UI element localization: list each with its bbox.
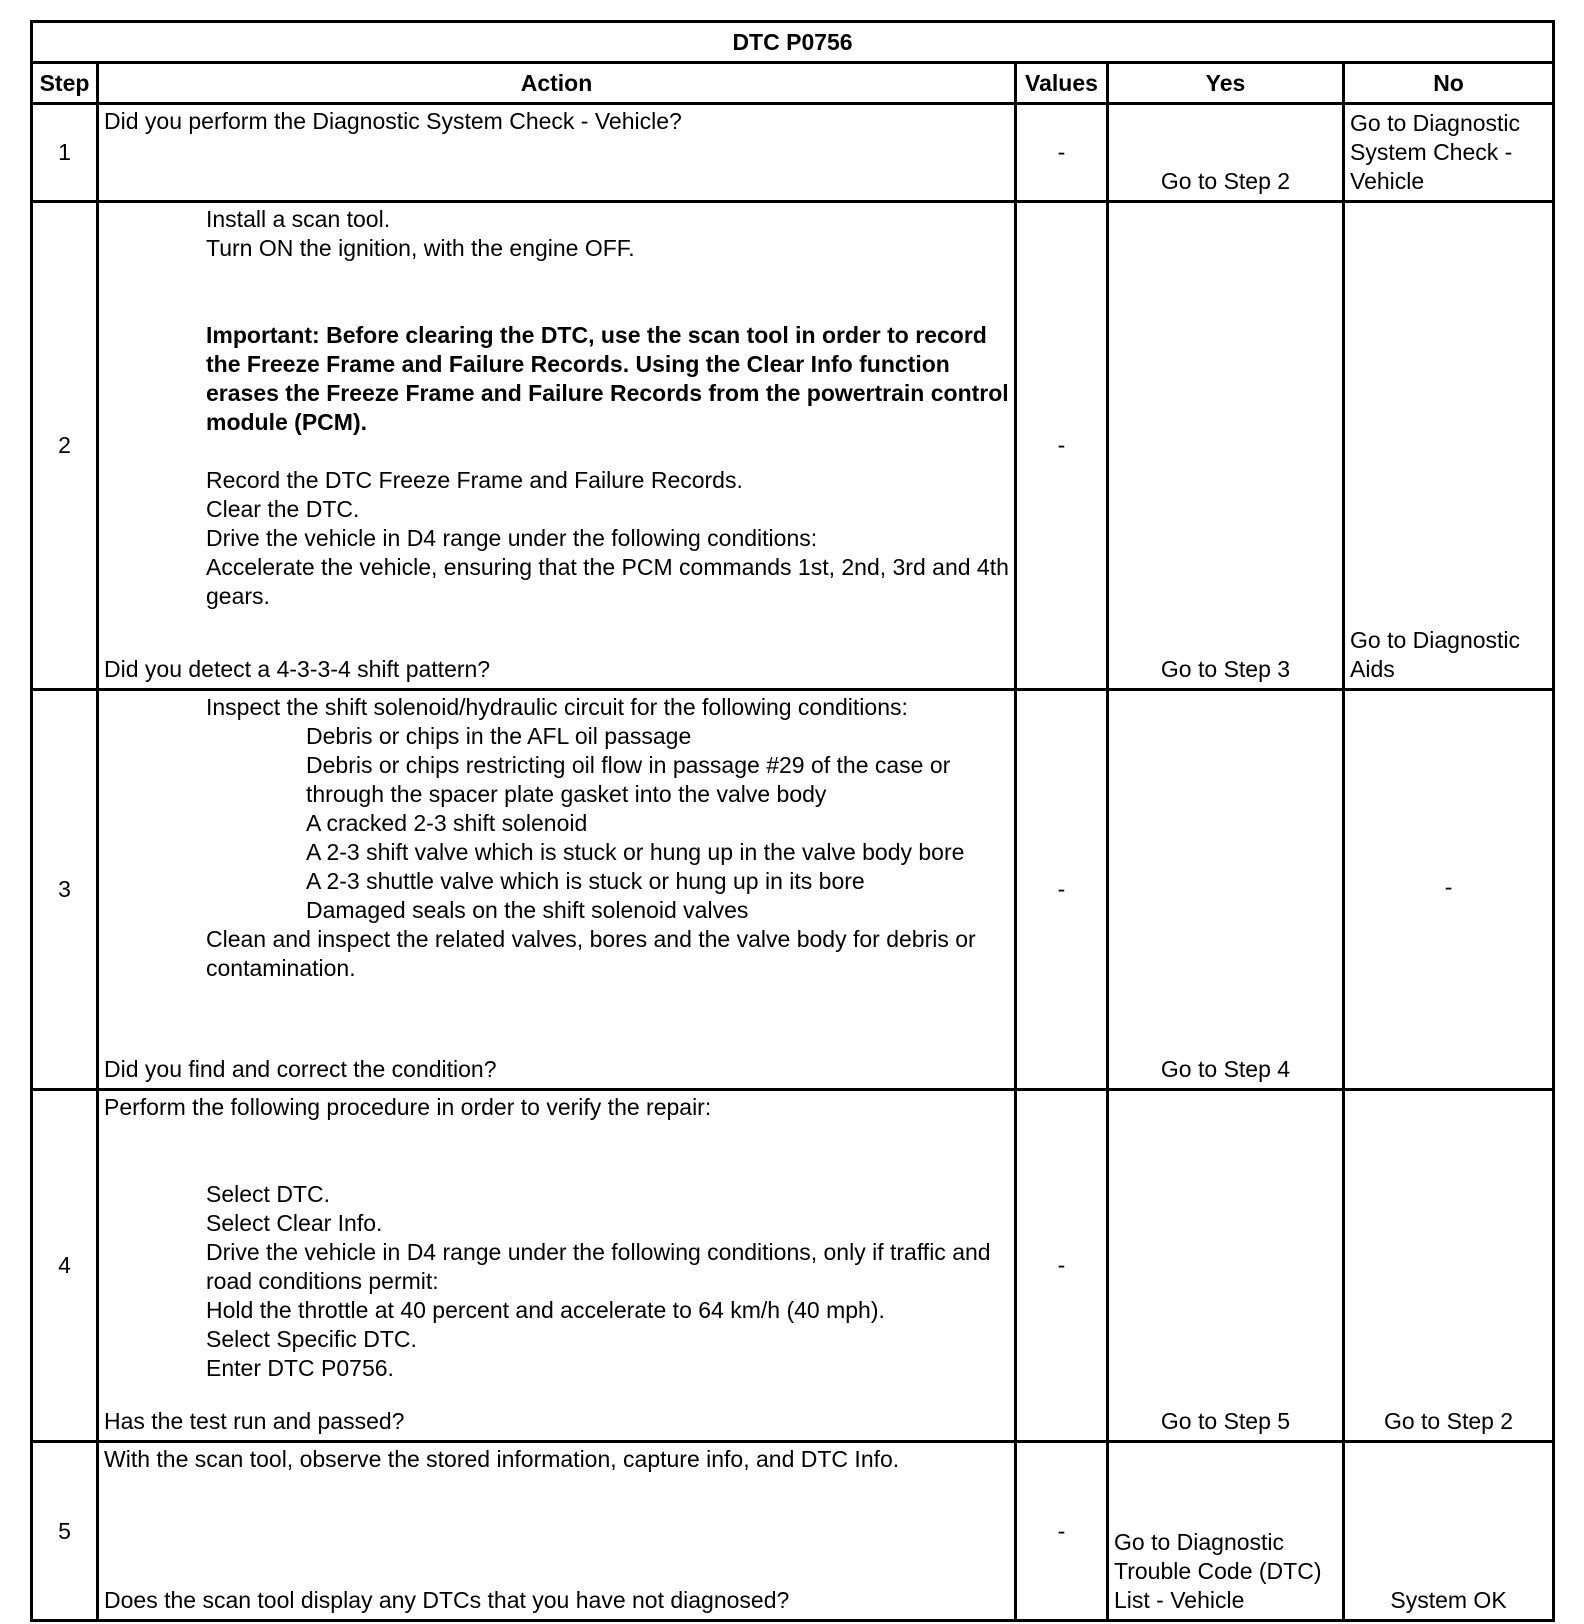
action-cell [98, 202, 1016, 690]
table-title: DTC P0756 [32, 22, 1554, 63]
action-cell [98, 1442, 1016, 1621]
action-line: Accelerate the vehicle, ensuring that the PCM commands 1st, 2nd, 3rd and 4th gears. [206, 554, 1009, 609]
action-line: Clean and inspect the related valves, bores and the valve body for debris or contamination. [206, 926, 976, 981]
action-line: Inspect the shift solenoid/hydraulic circuit for the following conditions: [206, 694, 908, 720]
condition-item: A cracked 2-3 shift solenoid [306, 810, 588, 836]
table-row [32, 104, 1554, 202]
header-action: Action [98, 63, 1016, 104]
action-cell [98, 690, 1016, 1090]
no-cell: System OK [1344, 1442, 1554, 1621]
diagnostic-table [30, 20, 1555, 1622]
table-row [32, 690, 1554, 1090]
action-line: Select Specific DTC. [206, 1326, 417, 1352]
step-number: 2 [32, 202, 98, 690]
action-question: Has the test run and passed? [104, 1408, 405, 1434]
table-row [32, 1090, 1554, 1442]
action-line: With the scan tool, observe the stored information, capture info, and DTC Info. [104, 1446, 900, 1472]
condition-item: Damaged seals on the shift solenoid valves [306, 897, 749, 923]
value-cell: - [1016, 1442, 1108, 1621]
action-line: Perform the following procedure in order to verify the repair: [104, 1094, 712, 1120]
no-cell: Go to Step 2 [1344, 1090, 1554, 1442]
value-cell: - [1016, 690, 1108, 1090]
table-row [32, 1442, 1554, 1621]
action-question: Did you find and correct the condition? [104, 1056, 497, 1082]
header-values: Values [1016, 63, 1108, 104]
no-cell: - [1344, 690, 1554, 1090]
action-line: Select DTC. [206, 1181, 330, 1207]
header-row [32, 63, 1554, 104]
value-cell: - [1016, 1090, 1108, 1442]
action-question: Does the scan tool display any DTCs that you have not diagnosed? [104, 1587, 790, 1613]
action-line: Enter DTC P0756. [206, 1355, 394, 1381]
action-question: Did you detect a 4-3-3-4 shift pattern? [104, 656, 491, 682]
no-cell: Go to Diagnostic Aids [1344, 202, 1554, 690]
step-number: 3 [32, 690, 98, 1090]
condition-item: A 2-3 shift valve which is stuck or hung up in the valve body bore [306, 839, 965, 865]
action-line: Did you perform the Diagnostic System Check - Vehicle? [104, 108, 682, 134]
action-line: Drive the vehicle in D4 range under the following conditions, only if traffic and road conditions permit: [206, 1239, 991, 1294]
value-cell: - [1016, 202, 1108, 690]
step-number: 1 [32, 104, 98, 202]
action-cell [98, 104, 1016, 202]
action-line: Install a scan tool. [206, 206, 391, 232]
action-line: Turn ON the ignition, with the engine OFF. [206, 235, 635, 261]
header-no: No [1344, 63, 1554, 104]
action-line: Select Clear Info. [206, 1210, 383, 1236]
action-line: Record the DTC Freeze Frame and Failure Records. [206, 467, 743, 493]
step-number: 4 [32, 1090, 98, 1442]
value-cell: - [1016, 104, 1108, 202]
action-cell [98, 1090, 1016, 1442]
condition-item: Debris or chips in the AFL oil passage [306, 723, 692, 749]
yes-cell: Go to Step 5 [1108, 1090, 1344, 1442]
important-note: Important: Before clearing the DTC, use the scan tool in order to record the Freeze Frame and Failure Records. Using the Clear Info function erases the Freeze Frame and Failure Records from the powertrain control module (PCM). [206, 322, 1009, 435]
action-line: Drive the vehicle in D4 range under the following conditions: [206, 525, 818, 551]
yes-cell: Go to Step 2 [1108, 104, 1344, 202]
header-yes: Yes [1108, 63, 1344, 104]
action-line: Clear the DTC. [206, 496, 360, 522]
yes-cell: Go to Diagnostic Trouble Code (DTC) List - Vehicle [1108, 1442, 1344, 1621]
step-number: 5 [32, 1442, 98, 1621]
no-cell: Go to Diagnostic System Check - Vehicle [1344, 104, 1554, 202]
action-line: Hold the throttle at 40 percent and accelerate to 64 km/h (40 mph). [206, 1297, 885, 1323]
header-step: Step [32, 63, 98, 104]
table-row [32, 202, 1554, 690]
condition-item: A 2-3 shuttle valve which is stuck or hung up in its bore [306, 868, 865, 894]
yes-cell: Go to Step 4 [1108, 690, 1344, 1090]
yes-cell: Go to Step 3 [1108, 202, 1344, 690]
condition-item: Debris or chips restricting oil flow in passage #29 of the case or through the spacer plate gasket into the valve body [306, 752, 951, 807]
